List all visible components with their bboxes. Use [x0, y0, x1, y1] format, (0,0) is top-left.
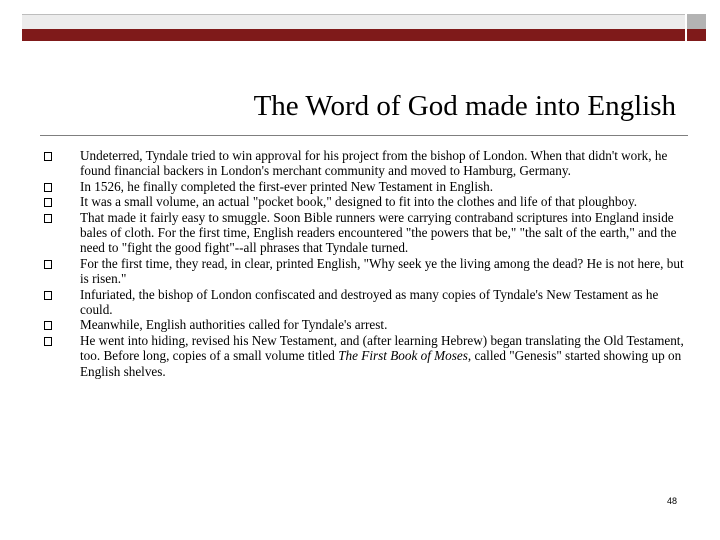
header-band-maroon [22, 29, 685, 41]
bullet-text: For the first time, they read, in clear, printed English, "Why seek ye the living among the dead? He is not here, but is risen." [80, 255, 684, 287]
bullet-item [0, 194, 720, 209]
bullet-text-start: He went into hiding, revised his New Testament, and (after learning Hebrew) began translating the Old Testament, too. Before long, copies of a small volume titled [80, 332, 684, 364]
bullet-text: In 1526, he finally completed the first-ever printed New Testament in English. [80, 178, 494, 194]
bullet-item [0, 210, 720, 256]
bullet-text: Undeterred, Tyndale tried to win approval for his project from the bishop of London. When that didn't work, he found financial backers in London's merchant community and moved to Hamburg, Germany. [80, 148, 668, 179]
bullet-item [0, 333, 720, 379]
square-bullet-icon [44, 321, 52, 330]
bullet-item [0, 287, 720, 318]
bullet-item [0, 148, 720, 179]
header-corner-maroon [687, 29, 706, 41]
bullet-text: Meanwhile, English authorities called for Tyndale's arrest. [80, 317, 388, 333]
book-title-italic: The First Book of Moses [338, 348, 468, 364]
header-corner-gray [687, 14, 706, 29]
page-number: 48 [666, 496, 677, 506]
square-bullet-icon [44, 183, 52, 192]
square-bullet-icon [44, 260, 52, 269]
square-bullet-icon [44, 198, 52, 207]
header-band-gray [22, 14, 685, 29]
bullet-text: It was a small volume, an actual "pocket book," designed to fit into the clothes and life of that ploughboy. [80, 194, 638, 210]
bullet-list [0, 148, 720, 379]
bullet-item [0, 317, 720, 332]
square-bullet-icon [44, 214, 52, 223]
bullet-text: That made it fairly easy to smuggle. Soon Bible runners were carrying contraband scriptures into England inside bales of cloth. For the first time, English readers encountered "the powers that be," "the salt of the earth," and the need to "fight the good fight"--all phrases that Tyndale turned. [80, 209, 677, 256]
bullet-text-end: , called "Genesis" started showing up on English shelves. [80, 348, 682, 379]
slide-title: The Word of God made into English [253, 90, 676, 122]
bullet-text: Infuriated, the bishop of London confiscated and destroyed as many copies of Tyndale's New Testament as he could. [80, 286, 659, 318]
bullet-item [0, 256, 720, 287]
square-bullet-icon [44, 337, 52, 346]
square-bullet-icon [44, 152, 52, 161]
bullet-item [0, 179, 720, 194]
title-divider [40, 135, 688, 136]
square-bullet-icon [44, 291, 52, 300]
header-top-line [22, 14, 685, 15]
